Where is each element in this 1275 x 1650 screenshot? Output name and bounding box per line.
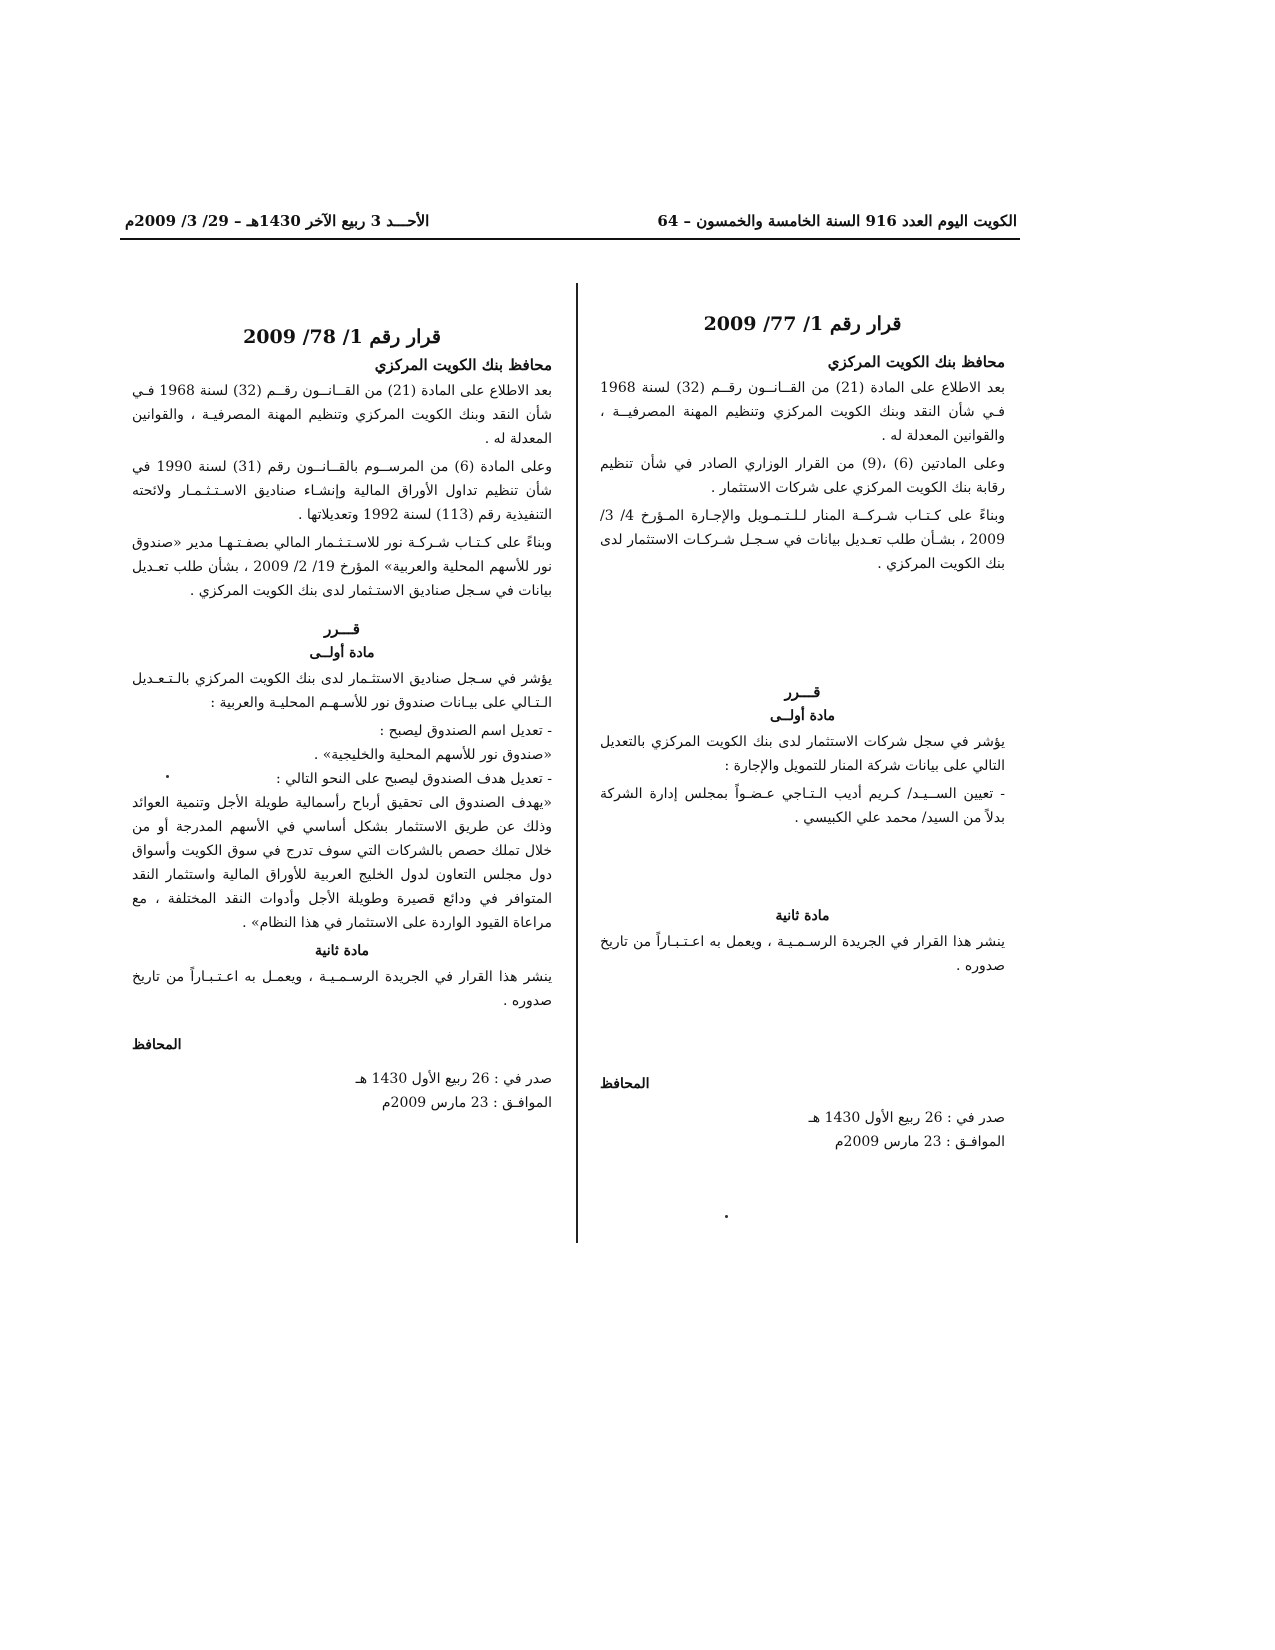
decision-77-column: [600, 312, 1005, 1154]
article-1-item: «صندوق نور للأسهم المحلية والخليجية» .: [313, 747, 552, 763]
header-rule: [120, 238, 1020, 240]
decided-heading: قـــرر: [784, 683, 821, 701]
scan-speck: [166, 775, 169, 778]
gazette-issue-info: الكويت اليوم العدد 916 السنة الخامسة والخمسون – 64: [657, 212, 1017, 230]
issue-date: الأحـــد 3 ربيع الآخر 1430هـ – 29/ 3/ 2009م: [125, 212, 430, 230]
article-2-heading: مادة ثانية: [315, 943, 369, 959]
article-1-heading: مادة أولــى: [309, 645, 375, 661]
signer-title: المحافظ: [132, 1037, 182, 1053]
issue-dates: [600, 1106, 1005, 1154]
article-2-heading: مادة ثانية: [775, 908, 830, 924]
recital: وعلى المادة (6) من المرســوم بالقــانــون رقم (31) لسنة 1990 في شأن تنظيم تداول الأوراق المالية وإنشـاء صناديق الاسـتـثـمـار ولائحته التنفيذية رقم (113) لسنة 1992 وتعديلاتها .: [132, 459, 552, 523]
issued-gregorian: الموافـق : 23 مارس 2009م: [381, 1095, 552, 1111]
article-1-text: يؤشر في سجل شركات الاستثمار لدى بنك الكويت المركزي بالتعديل التالي على بيانات شركة المنار للتمويل والإجارة :: [600, 734, 1005, 774]
issue-dates: [132, 1067, 552, 1115]
decision-authority: محافظ بنك الكويت المركزي: [827, 353, 1005, 371]
recital: وبناءً على كـتـاب شـركــة المنار لـلـتـمـويل والإجـارة المـؤرخ 4/ 3/ 2009 ، بشـأن طلب تعـديل بيانات في سـجـل شـركـات الاستثمار لدى بنك الكويت المركزي .: [600, 508, 1005, 572]
recital: بعد الاطلاع على المادة (21) من القــانــون رقــم (32) لسنة 1968 فـي شأن النقد وبنك الكويت المركزي وتنظيم المهنة المصرفيــة ، والقوانين المعدلة له .: [600, 380, 1005, 444]
decision-title: قرار رقم 1/ 78/ 2009: [243, 326, 441, 348]
article-1-text: يؤشر في سـجل صناديق الاستثـمار لدى بنك الكويت المركزي بالـتـعـديل الـتـالي على بيـانات صندوق نور للأسـهـم المحليـة والعربية :: [132, 671, 552, 711]
issued-hijri: صدر في : 26 ربيع الأول 1430 هـ: [355, 1071, 552, 1087]
article-2-text: ينشر هذا القرار في الجريدة الرسـمـيـة ، ويعمـل به اعـتـبـاراً من تاريخ صدوره .: [132, 969, 552, 1009]
article-1-item: - تعديل هدف الصندوق ليصبح على النحو التالي :: [275, 771, 552, 787]
issued-gregorian: الموافـق : 23 مارس 2009م: [834, 1134, 1005, 1150]
scan-speck: [725, 1215, 728, 1218]
column-divider: [576, 283, 578, 1243]
signer-title: المحافظ: [600, 1076, 650, 1092]
article-1-item: «يهدف الصندوق الى تحقيق أرباح رأسمالية طويلة الأجل وتنمية العوائد وذلك عن طريق الاستثمار بشكل أساسي في الأسهم المدرجة أو من خلال تملك حصص بالشركات التي سوف تدرج في سوق الكويت وأسواق دول مجلس التعاون لدول الخليج العربية للأوراق المالية واستثمار النقد المتوافر في ودائع قصيرة وطويلة الأجل وأدوات النقد المختلفة ، مع مراعاة القيود الواردة على الاستثمار في هذا النظام» .: [132, 795, 552, 931]
decision-78-column: [132, 325, 552, 1115]
recital: وعلى المادتين (6) ،(9) من القرار الوزاري الصادر في شأن تنظيم رقابة بنك الكويت المركزي على شركات الاستثمار .: [600, 456, 1005, 496]
recital: بعد الاطلاع على المادة (21) من القــانــون رقــم (32) لسنة 1968 فـي شأن النقد وبنك الكويت المركزي وتنظيم المهنة المصرفيـة ، والقوانين المعدلة له .: [132, 383, 552, 447]
decision-title: قرار رقم 1/ 77/ 2009: [703, 313, 902, 335]
article-1-item: - تعيين الســيـد/ كـريم أديب الـتـاجي عـضـواً بمجلس إدارة الشركة بدلاً من السيد/ محمد علي الكبيسي .: [600, 786, 1005, 826]
article-2-text: ينشر هذا القرار في الجريدة الرسـمـيـة ، ويعمل به اعـتـبـاراً من تاريخ صدوره .: [600, 934, 1005, 974]
decided-heading: قـــرر: [324, 620, 360, 638]
decision-authority: محافظ بنك الكويت المركزي: [374, 356, 552, 374]
issued-hijri: صدر في : 26 ربيع الأول 1430 هـ: [808, 1110, 1005, 1126]
article-1-heading: مادة أولــى: [770, 708, 835, 724]
article-1-item: - تعديل اسم الصندوق ليصبح :: [379, 723, 552, 739]
recital: وبناءً على كـتـاب شـركـة نور للاسـتـثـمار المالي بصفـتـهـا مدير «صندوق نور للأسهم المحلية والعربية» المؤرخ 19/ 2/ 2009 ، بشأن طلب تعـديل بيانات في سـجل صناديق الاستـثمار لدى بنك الكويت المركزي .: [132, 535, 552, 599]
